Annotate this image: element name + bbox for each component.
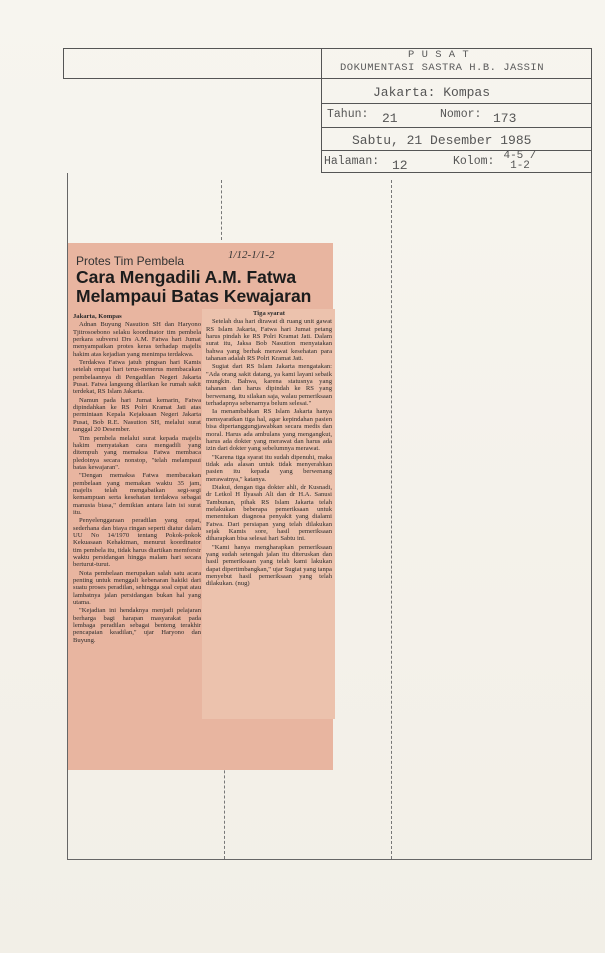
paragraph: Tim pembela melalui surat kepada majelis hakim menyatakan cara mengadili yang ditempuh yang memaksa Fatwa membaca pledoinya secara nonstop, "telah melampaui batas kewajaran". — [73, 434, 201, 471]
article-column-2 — [206, 310, 332, 718]
paragraph: Penyelenggaraan peradilan yang cepat, sederhana dan biaya ringan seperti diatur dalam UU No 14/1970 tentang Pokok-pokok Kekuasaan Kehakiman, menurut koordinator tim pembela itu, tidak harus diartikan memforsir waktu persidangan hingga malam hari secara berturut-turut. — [73, 517, 201, 569]
org-line-1: P U S A T — [408, 49, 470, 61]
paragraph: Sugiat dari RS Islam Jakarta mengatakan: "Ada orang sakit datang, ya kami layani sebaik mungkin. Bahwa, karena statusnya yang tahanan dan harus dipindah ke RS yang berwenang, itu silakan saja, walau pemeriksaan terhadapnya sebenarnya belum selesai." — [206, 363, 332, 408]
dashed-guide-left — [221, 180, 222, 240]
handwritten-note: 1/12-1/1-2 — [228, 249, 275, 261]
paragraph: Nota pembelaan merupakan salah satu acara penting untuk menggali kebenaran hakiki dari suatu proses peradilan, sehingga soal cepat atau lambatnya jalan persidangan bukan hal yang utama. — [73, 569, 201, 607]
article-headline: Cara Mengadili A.M. Fatwa Melampaui Batas Kewajaran — [76, 267, 312, 306]
header-rule-4 — [321, 150, 592, 151]
dateline: Jakarta, Kompas — [73, 313, 122, 320]
halaman-value: 12 — [392, 158, 408, 173]
subhead: Tiga syarat — [253, 310, 285, 317]
article-kicker: Protes Tim Pembela — [76, 254, 185, 268]
halaman-label: Halaman: — [324, 155, 380, 168]
org-line-2: DOKUMENTASI SASTRA H.B. JASSIN — [340, 62, 545, 74]
paragraph: "Karena tiga syarat itu sudah dipenuhi, maka tidak ada alasan untuk tidak menyerahkan pasien itu kepada yang berwenang merawatnya," katanya. — [206, 453, 332, 483]
paragraph: Namun pada hari Jumat kemarin, Fatwa dipindahkan ke RS Polri Kramat Jati atas permintaan Kepala Kejaksaan Negeri Jakarta Pusat, Bob R.E. Nasution SH, melalui surat tanggal 20 Desember. — [73, 396, 201, 434]
kolom-label: Kolom: — [453, 155, 495, 168]
paragraph: Terdakwa Fatwa jatuh pingsan hari Kamis setelah empat hari terus-menerus membacakan pembelaannya di Pengadilan Negeri Jakarta Pusat. Fatwa langsung dilarikan ke rumah sakit terdekat, RS Islam Jakarta. — [73, 359, 201, 396]
header-right-rule — [591, 48, 592, 173]
header-top-rule — [63, 48, 592, 49]
header-rule-2 — [321, 103, 592, 104]
source-value: Jakarta: Kompas — [373, 85, 491, 100]
header-left-rule — [63, 48, 64, 78]
article-column-1 — [73, 313, 201, 767]
kolom-value: 4-5 / 1-2 — [503, 150, 537, 172]
tahun-label: Tahun: — [327, 108, 369, 121]
paragraph: Setelah dua hari dirawat di ruang unit gawat RS Islam Jakarta, Fatwa hari Jumat petang harus pindah ke RS Polri Kramat Jati. Dalam surat itu, Jaksa Bob Nasution menyatakan bahwa yang berhak merawat kesehatan para tahanan adalah RS Polri Kramat Jati. — [206, 318, 332, 363]
date-value: Sabtu, 21 Desember 1985 — [352, 133, 532, 148]
paragraph: Adnan Buyung Nasution SH dan Haryono Tjitrosoebono selaku koordinator tim pembela perkara subversi Drs A.M. Fatwa hari Jumat menyampaikan protes keras terhadap majelis hakim atas kejadian yang menimpa terdakwa. — [73, 321, 201, 358]
nomor-label: Nomor: — [440, 108, 482, 121]
paragraph: Diakui, dengan tiga dokter ahli, dr Kusnadi, dr Letkol H Ilyasah Ali dan dr H.A. Sanusi Tambunan, pihak RS Islam Jakarta telah melakukan beberapa pemeriksaan untuk menentukan diagnosa penyakit yang dialami Fatwa. Dari persiapan yang telah dilakukan sejak Kamis sore, hasil pemeriksaan diharapkan bisa selesai hari Sabtu ini. — [206, 483, 332, 543]
header-divider — [321, 48, 322, 173]
paragraph: "Kami hanya mengharapkan pemeriksaan yang sudah setengah jalan itu diteruskan dan hasil pemeriksaan yang telah kami lakukan dapat dipertimbangkan," ujar Sugiat yang tanpa menyebut hasil pemeriksaan yang telah dilakukan. (nug) — [206, 543, 332, 588]
paragraph: "Kejadian ini hendaknya menjadi pelajaran berharga bagi harapan masyarakat pada lembaga peradilan sebagai benteng terakhir pencapaian keadilan," ujar Haryono dan Buyung. — [73, 607, 201, 644]
nomor-value: 173 — [493, 111, 517, 126]
paragraph: Ia menambahkan RS Islam Jakarta hanya mensyaratkan tiga hal, agar kepindahan pasien bisa dipertanggungjawabkan secara medis dan moral. Harus ada ambulans yang mengangkut, harus ada dokter yang merawat dan harus ada izin dari dokter yang sebelumnya merawat. — [206, 408, 332, 453]
header-bottom-rule-left — [63, 78, 592, 79]
tahun-value: 21 — [382, 111, 398, 126]
paragraph: "Dengan memaksa Fatwa membacakan pembelaan yang memakan waktu 35 jam, majelis telah mengabaikan segi-segi kemampuan serta kesehatan terdakwa sebagai manusia biasa," demikian antara lain isi surat itu. — [73, 472, 201, 516]
dashed-guide-right — [391, 180, 392, 859]
header-rule-3 — [321, 127, 592, 128]
